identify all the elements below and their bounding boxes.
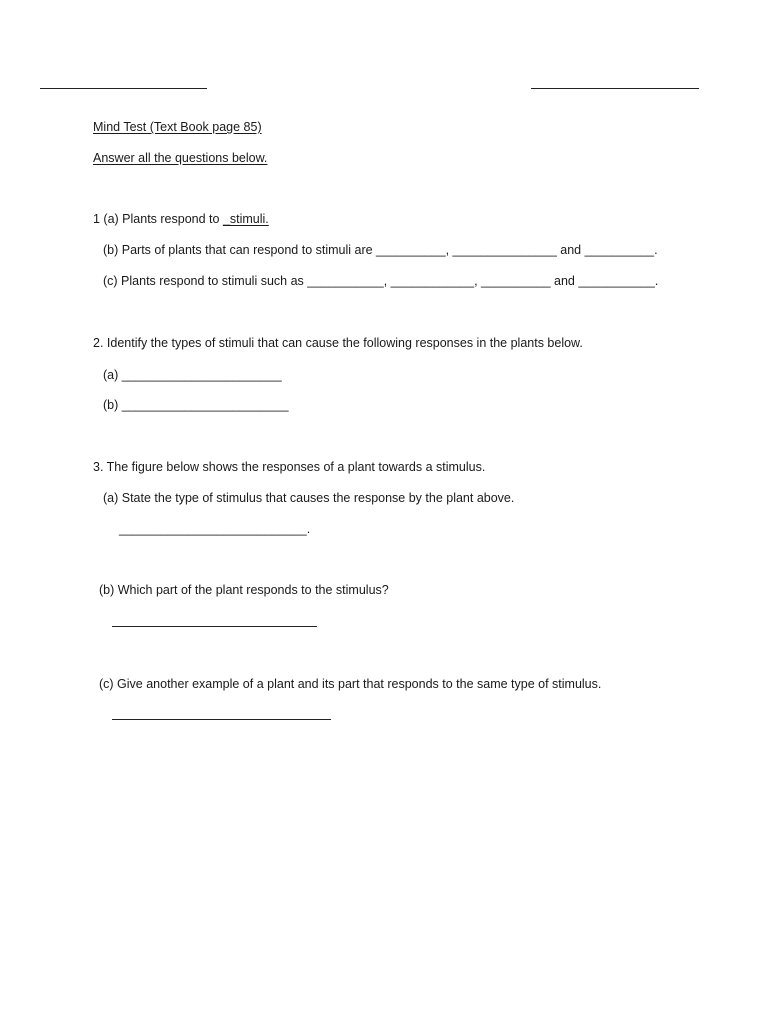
question-1c: (c) Plants respond to stimuli such as ___________, ____________, __________ and ___________. [103,274,659,288]
question-3a-answer-blank[interactable]: ___________________________. [119,522,311,536]
question-1a [93,211,269,227]
question-3b-answer-line[interactable] [112,626,317,627]
question-2b: (b) ________________________ [103,398,289,412]
question-3-stem: 3. The figure below shows the responses of a plant towards a stimulus. [93,460,486,474]
question-1b: (b) Parts of plants that can respond to stimuli are __________, _______________ and __________. [103,243,658,257]
question-1a-answer: _stimuli. [222,212,269,226]
question-1a-text: 1 (a) Plants respond to [93,212,223,226]
question-2-stem: 2. Identify the types of stimuli that can cause the following responses in the plants below. [93,336,583,350]
header-blank-left[interactable] [40,88,207,89]
question-2a: (a) _______________________ [103,368,282,382]
question-3c-answer-line[interactable] [112,719,331,720]
question-3a: (a) State the type of stimulus that causes the response by the plant above. [103,491,515,505]
header-blank-right[interactable] [531,88,699,89]
question-3b: (b) Which part of the plant responds to the stimulus? [99,583,389,597]
worksheet-title: Mind Test (Text Book page 85) [93,120,262,134]
question-3c: (c) Give another example of a plant and its part that responds to the same type of stimulus. [99,677,602,691]
worksheet-instruction: Answer all the questions below. [93,151,268,165]
